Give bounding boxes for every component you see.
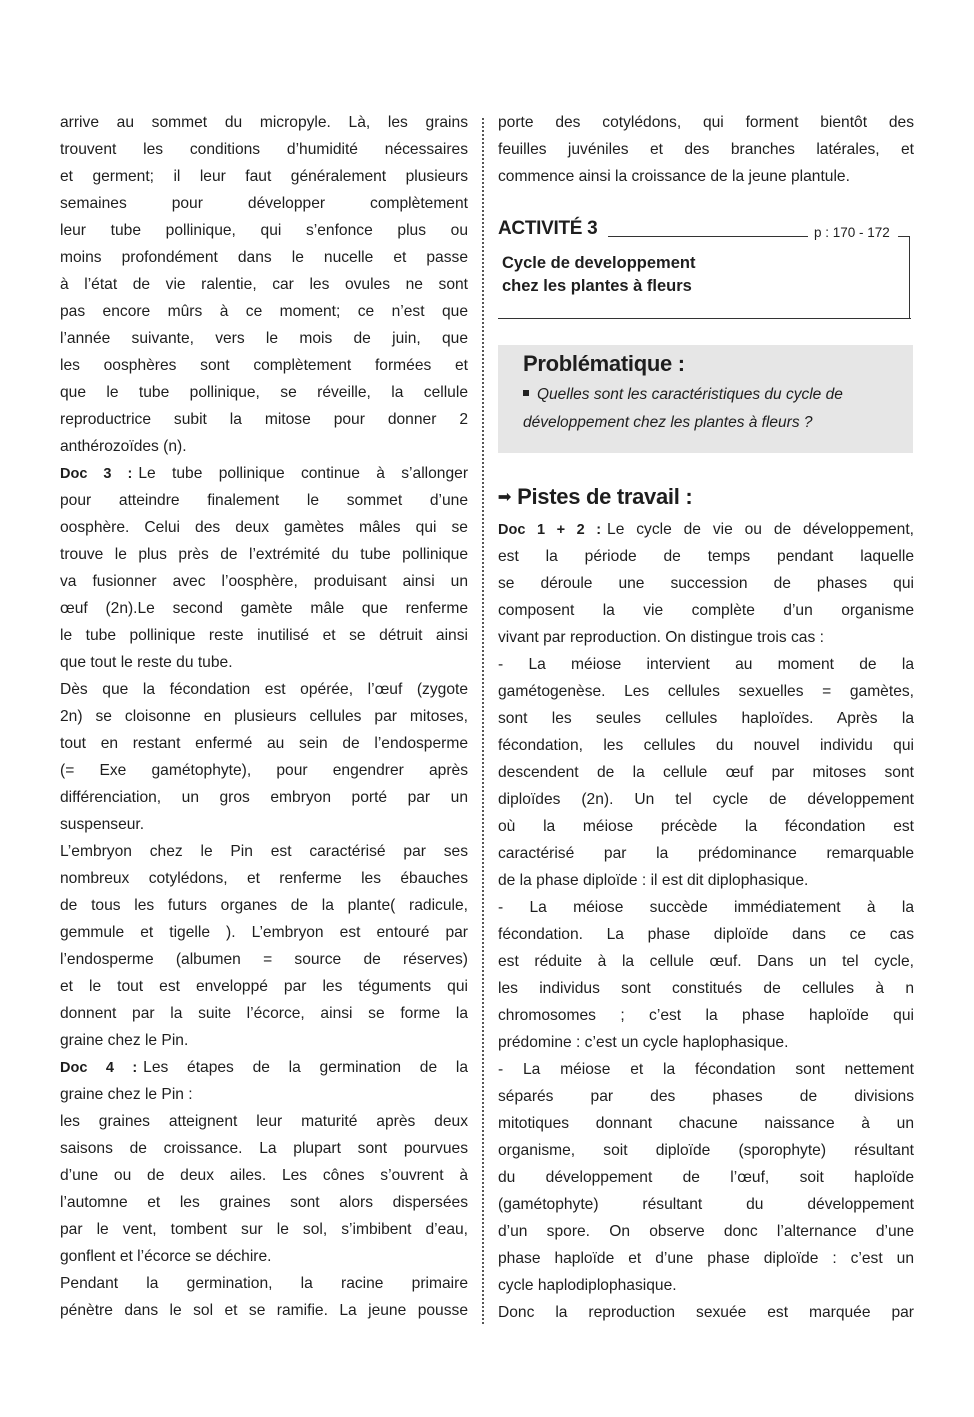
line-text: cycle haplodiplophasique. [498,1277,677,1294]
line-text: arrive au sommet du micropyle. Là, les grains [60,114,468,131]
line-text: du développement de l’œuf, soit haploïde [498,1169,914,1186]
text-line [498,759,914,786]
right-column-main-text [498,516,914,1326]
line-text: sont les seules cellules haploïdes. Après la [498,710,914,727]
text-line [498,651,914,678]
line-text: semaines pour développer complètement [60,195,468,212]
line-text: par le vent, tombent sur le sol, s’imbibent d’eau, [60,1221,468,1238]
line-text: l’automne et les graines sont alors dispersées [60,1194,468,1211]
doc-label: Doc 4 : [60,1060,138,1076]
text-line [60,973,468,1000]
text-line [60,379,468,406]
line-text: nombreux cotylédons, et renferme les ébauches [60,870,468,887]
text-line [498,163,914,190]
divider-line [608,236,808,237]
text-line [60,946,468,973]
text-line [60,325,468,352]
line-text: moins profondément dans le nucelle et passe [60,249,468,266]
text-line [498,516,914,543]
text-line [498,1056,914,1083]
line-text: prédomine : c’est un cycle haplophasique. [498,1034,789,1051]
line-text: œuf (2n).Le second gamète mâle que renferme [60,600,468,617]
box-border [909,236,910,318]
bullet-icon [523,390,529,396]
text-line [60,541,468,568]
line-text: porte des cotylédons, qui forment bientôt des [498,114,914,131]
text-line [60,1189,468,1216]
text-line [60,190,468,217]
text-line [60,1108,468,1135]
line-text: mitotiques donnant chacune naissance à un [498,1115,914,1132]
pistes-heading [498,484,692,510]
line-text: est réduite à la cellule œuf. Dans un tel cycle, [498,953,914,970]
text-line [498,1191,914,1218]
text-line [498,570,914,597]
line-text: phase haploïde et d’une phase diploïde : c’est un [498,1250,914,1267]
line-text: le tube pollinique reste inutilisé et se détruit ainsi [60,627,468,644]
text-line [498,109,914,136]
text-line [498,786,914,813]
text-line [60,1135,468,1162]
text-line [60,136,468,163]
text-line [60,676,468,703]
text-line [60,784,468,811]
line-text: trouvent les conditions d’humidité nécessaires [60,141,468,158]
text-line [498,705,914,732]
text-line [60,298,468,325]
text-line [60,892,468,919]
text-line [60,622,468,649]
line-text: et germent; il leur faut généralement plusieurs [60,168,468,185]
pistes-title: Pistes de travail : [517,484,693,509]
line-text: anthérozoïdes (n). [60,438,187,455]
text-line [498,624,914,651]
text-line [60,1027,468,1054]
line-text: est la période de temps pendant laquelle [498,548,914,565]
text-line [60,406,468,433]
line-text: gonflent et l’écorce se déchire. [60,1248,272,1265]
line-text: pénètre dans le sol et se ramifie. La jeune pousse [60,1302,468,1319]
line-text: l’année suivante, vers le mois de juin, que [60,330,468,347]
text-line [60,433,468,460]
line-text: reproductrice subit la mitose pour donner 2 [60,411,468,428]
line-text: (gamétophyte) résultant du développement [498,1196,914,1213]
activity-header [498,216,912,319]
line-text: d’une ou de deux ailes. Les cônes s’ouvrent à [60,1167,468,1184]
line-text: Le cycle de vie ou de développement, [607,521,914,538]
line-text: caractérisé par la prédominance remarquable [498,845,914,862]
line-text: les individus sont constitués de cellules à n [498,980,914,997]
line-text: - La méiose succède immédiatement à la [498,899,914,916]
line-text: 2n) se cloisonne en plusieurs cellules par mitoses, [60,708,468,725]
text-line [498,136,914,163]
question-text: Quelles sont les caractéristiques du cycle de développement chez les plantes à fleurs ? [523,386,843,431]
line-text: où la méiose précède la fécondation est [498,818,914,835]
text-line [60,1270,468,1297]
line-text: - La méiose intervient au moment de la [498,656,914,673]
line-text: Le tube pollinique continue à s’allonger [138,465,468,482]
line-text: organisme, soit diploïde (sporophyte) résultant [498,1142,914,1159]
line-text: et le tout est enveloppé par les téguments qui [60,978,468,995]
subtitle-line: chez les plantes à fleurs [502,277,692,295]
arrow-right-icon: ➟ [498,489,512,506]
text-line [60,730,468,757]
line-text: les graines atteignent leur maturité après deux [60,1113,468,1130]
line-text: graine chez le Pin. [60,1032,189,1049]
line-text: suspenseur. [60,816,145,833]
line-text: de la phase diploïde : il est dit diplophasique. [498,872,809,889]
line-text: se déroule une succession de phases qui [498,575,914,592]
line-text: chromosomes ; c’est la phase haploïde qui [498,1007,914,1024]
line-text: pas encore mûrs à ce moment; ce n’est que [60,303,468,320]
line-text: que tout le reste du tube. [60,654,233,671]
line-text: composent la vie complète d’un organisme [498,602,914,619]
text-line [60,217,468,244]
line-text: va fusionner avec l’oosphère, produisant ainsi un [60,573,468,590]
text-line [60,487,468,514]
text-line [498,678,914,705]
text-line [498,948,914,975]
line-text: vivant par reproduction. On distingue trois cas : [498,629,824,646]
text-line [498,1245,914,1272]
problematique-question [523,381,903,437]
line-text: graine chez le Pin : [60,1086,193,1103]
text-line [60,649,468,676]
text-line [498,975,914,1002]
line-text: fécondation, les cellules du nouvel individu qui [498,737,914,754]
line-text: oosphère. Celui des deux gamètes mâles qui se [60,519,468,536]
text-line [498,597,914,624]
subtitle-line: Cycle de developpement [502,254,696,272]
line-text: donnent par la suite l’écorce, ainsi se forme la [60,1005,468,1022]
line-text: de tous les futurs organes de la plante( radicule, [60,897,468,914]
text-line [498,894,914,921]
text-line [60,1054,468,1081]
text-line [498,543,914,570]
left-column-text [60,109,468,1324]
text-line [498,1083,914,1110]
line-text: Dès que la fécondation est opérée, l’œuf (zygote [60,681,468,698]
line-text: l’endosperme (albumen = source de réserves) [60,951,468,968]
text-line [498,921,914,948]
line-text: (= Exe gamétophyte), pour engendrer après [60,762,468,779]
text-line [60,1000,468,1027]
text-line [498,1137,914,1164]
line-text: gamétogenèse. Les cellules sexuelles = gamètes, [498,683,914,700]
line-text: descendent de la cellule œuf par mitoses sont [498,764,914,781]
text-line [60,1216,468,1243]
line-text: commence ainsi la croissance de la jeune plantule. [498,168,850,185]
line-text: feuilles juvéniles et des branches latérales, et [498,141,914,158]
text-line [60,838,468,865]
text-line [498,867,914,894]
line-text: L’embryon chez le Pin est caractérisé par ses [60,843,468,860]
text-line [498,840,914,867]
text-line [60,703,468,730]
line-text: saisons de croissance. La plupart sont pourvues [60,1140,468,1157]
line-text: fécondation. La phase diploïde dans ce cas [498,926,914,943]
line-text: différenciation, un gros embryon porté par un [60,789,468,806]
text-line [60,865,468,892]
text-line [60,163,468,190]
line-text: pour atteindre finalement le sommet d’une [60,492,468,509]
box-border [498,318,911,319]
text-line [498,1299,914,1326]
text-line [60,757,468,784]
text-line [60,568,468,595]
text-line [498,1029,914,1056]
line-text: - La méiose et la fécondation sont nettement [498,1061,914,1078]
line-text: trouve le plus près de l’extrémité du tube pollinique [60,546,468,563]
doc-label: Doc 1 + 2 : [498,522,602,538]
text-line [498,1218,914,1245]
text-line [498,1272,914,1299]
text-line [60,352,468,379]
doc-label: Doc 3 : [60,466,133,482]
problematique-title: Problématique : [523,351,685,376]
problematique-box [498,345,913,453]
line-text: Donc la reproduction sexuée est marquée par [498,1304,914,1321]
text-line [60,1297,468,1324]
text-line [60,244,468,271]
line-text: diploïdes (2n). Un tel cycle de développement [498,791,914,808]
line-text: que le tube pollinique, se réveille, la cellule [60,384,468,401]
text-line [60,811,468,838]
line-text: les oosphères sont complètement formées et [60,357,468,374]
activity-subtitle [502,252,695,298]
text-line [60,271,468,298]
line-text: Pendant la germination, la racine primaire [60,1275,468,1292]
line-text: à l’état de vie ralentie, car les ovules ne sont [60,276,468,293]
text-line [498,1110,914,1137]
text-line [498,1002,914,1029]
text-line [498,732,914,759]
right-column-intro-text [498,109,914,190]
column-divider [482,118,484,1324]
page-reference: p : 170 - 172 [814,225,890,240]
line-text: leur tube pollinique, qui s’enfonce plus ou [60,222,468,239]
text-line [60,919,468,946]
line-text: d’un spore. On observe donc l’alternance d’une [498,1223,914,1240]
line-text: gemmule et tigelle ). L’embryon est entouré par [60,924,468,941]
text-line [60,109,468,136]
text-line [60,1081,468,1108]
text-line [60,514,468,541]
line-text: Les étapes de la germination de la [143,1059,468,1076]
text-line [60,1243,468,1270]
activity-title: ACTIVITÉ 3 [498,218,598,239]
line-text: tout en restant enfermé au sein de l’endosperme [60,735,468,752]
text-line [60,460,468,487]
text-line [60,1162,468,1189]
text-line [498,813,914,840]
text-line [498,1164,914,1191]
text-line [60,595,468,622]
line-text: séparés par des phases de divisions [498,1088,914,1105]
